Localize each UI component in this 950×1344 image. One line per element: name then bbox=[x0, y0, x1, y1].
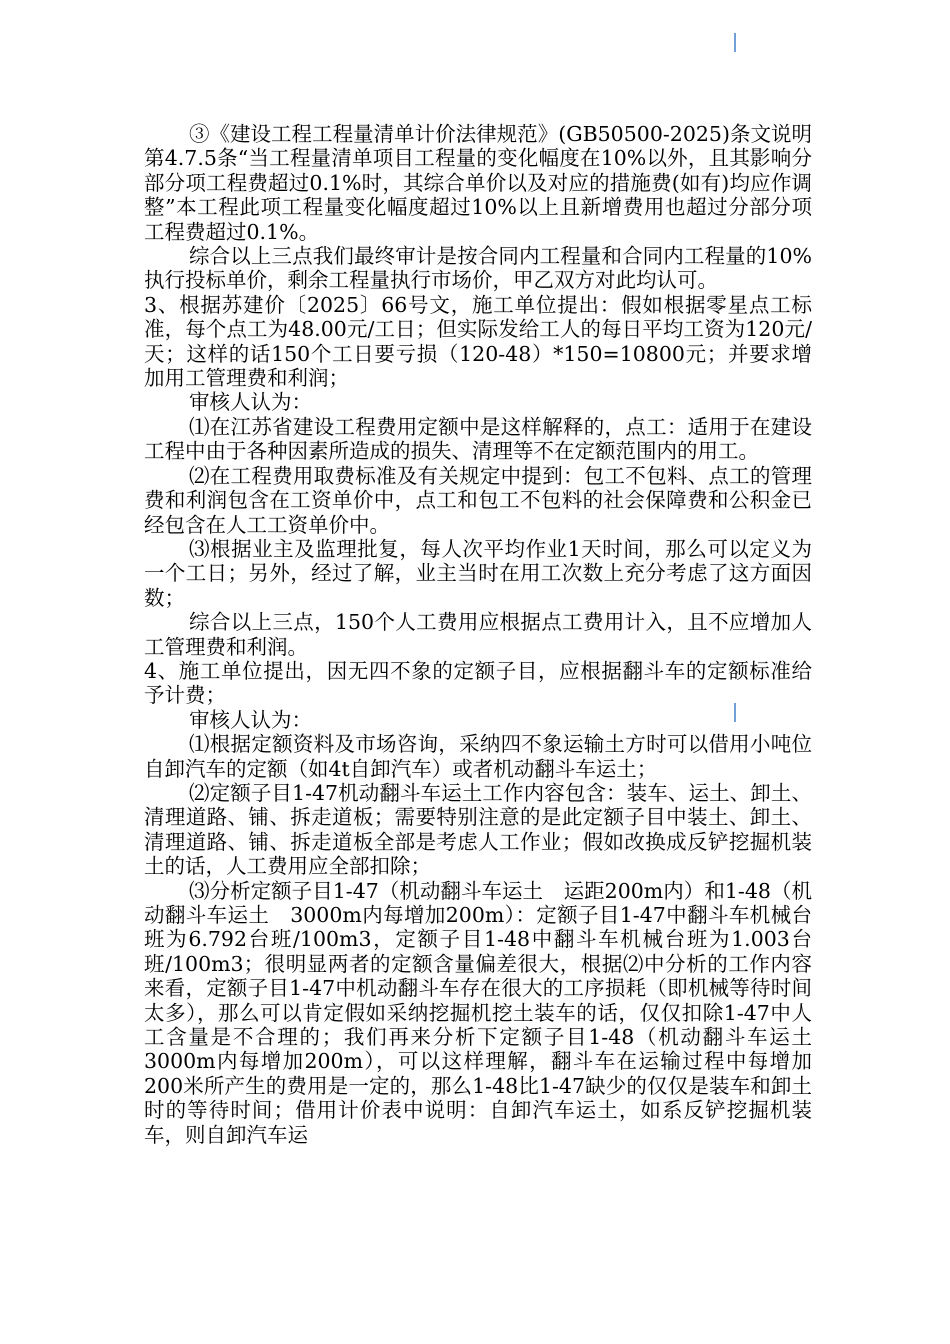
paragraph: 综合以上三点，150个人工费用应根据点工费用计入，且不应增加人工管理费和利润。 bbox=[144, 610, 812, 659]
paragraph: 综合以上三点我们最终审计是按合同内工程量和合同内工程量的10%执行投标单价，剩余工程量执行市场价，甲乙双方对此均认可。 bbox=[144, 244, 812, 293]
paragraph: ③《建设工程工程量清单计价法律规范》(GB50500-2025)条文说明第4.7.5条“当工程量清单项目工程量的变化幅度在10%以外，且其影响分部分项工程费超过0.1%时，其综合单价以及对应的措施费(如有)均应作调整”本工程此项工程量变化幅度超过10%以上且新增费用也超过分部分项工程费超过0.1%。 bbox=[144, 122, 812, 244]
paragraph: 4、施工单位提出，因无四不象的定额子目，应根据翻斗车的定额标准给予计费； bbox=[144, 658, 812, 708]
paragraph: ⑴在江苏省建设工程费用定额中是这样解释的，点工：适用于在建设工程中由于各种因素所造成的损失、清理等不在定额范围内的用工。 bbox=[144, 414, 812, 464]
paragraph: ⑵定额子目1-47机动翻斗车运土工作内容包含：装车、运土、卸土、清理道路、铺、拆走道板；需要特别注意的是此定额子目中装土、卸土、清理道路、铺、拆走道板全部是考虑人工作业；假如改换成反铲挖掘机装土的话，人工费用应全部扣除； bbox=[144, 780, 812, 879]
document-body bbox=[144, 122, 812, 1147]
paragraph: ⑴根据定额资料及市场咨询，采纳四不象运输土方时可以借用小吨位自卸汽车的定额（如4t自卸汽车）或者机动翻斗车运土； bbox=[144, 732, 812, 781]
paragraph: 3、根据苏建价〔2025〕66号文，施工单位提出：假如根据零星点工标准，每个点工为48.00元/工日；但实际发给工人的每日平均工资为120元/天；这样的话150个工日要亏损（120-48）*150=10800元；并要求增加用工管理费和利润； bbox=[144, 292, 812, 391]
paragraph: ⑶根据业主及监理批复，每人次平均作业1天时间，那么可以定义为一个工日；另外，经过了解，业主当时在用工次数上充分考虑了这方面因数； bbox=[144, 536, 812, 610]
paragraph: 审核人认为： bbox=[189, 707, 312, 732]
paragraph: ⑶分析定额子目1-47（机动翻斗车运土 运距200m内）和1-48（机动翻斗车运土 3000m内每增加200m）：定额子目1-47中翻斗车机械台班为6.792台班/100m3，定额子目1-48中翻斗车机械台班为1.003台班/100m3；很明显两者的定额含量偏差很大，根据⑵中分析的工作内容来看，定额子目1-47中机动翻斗车存在很大的工序损耗（即机械等待时间太多），那么可以肯定假如采纳挖掘机挖土装车的话，仅仅扣除1-47中人工含量是不合理的；我们再来分析下定额子目1-48（机动翻斗车运土 3000m内每增加200m），可以这样理解，翻斗车在运输过程中每增加200米所产生的费用是一定的，那么1-48比1-47缺少的仅仅是装车和卸土时的等待时间；借用计价表中说明：自卸汽车运土，如系反铲挖掘机装车，则自卸汽车运 bbox=[144, 878, 812, 1147]
paragraph: 审核人认为： bbox=[189, 390, 312, 415]
paragraph: ⑵在工程费用取费标准及有关规定中提到：包工不包料、点工的管理费和利润包含在工资单价中，点工和包工不包料的社会保障费和公积金已经包含在人工工资单价中。 bbox=[144, 463, 812, 537]
text-cursor-marker bbox=[734, 33, 736, 52]
